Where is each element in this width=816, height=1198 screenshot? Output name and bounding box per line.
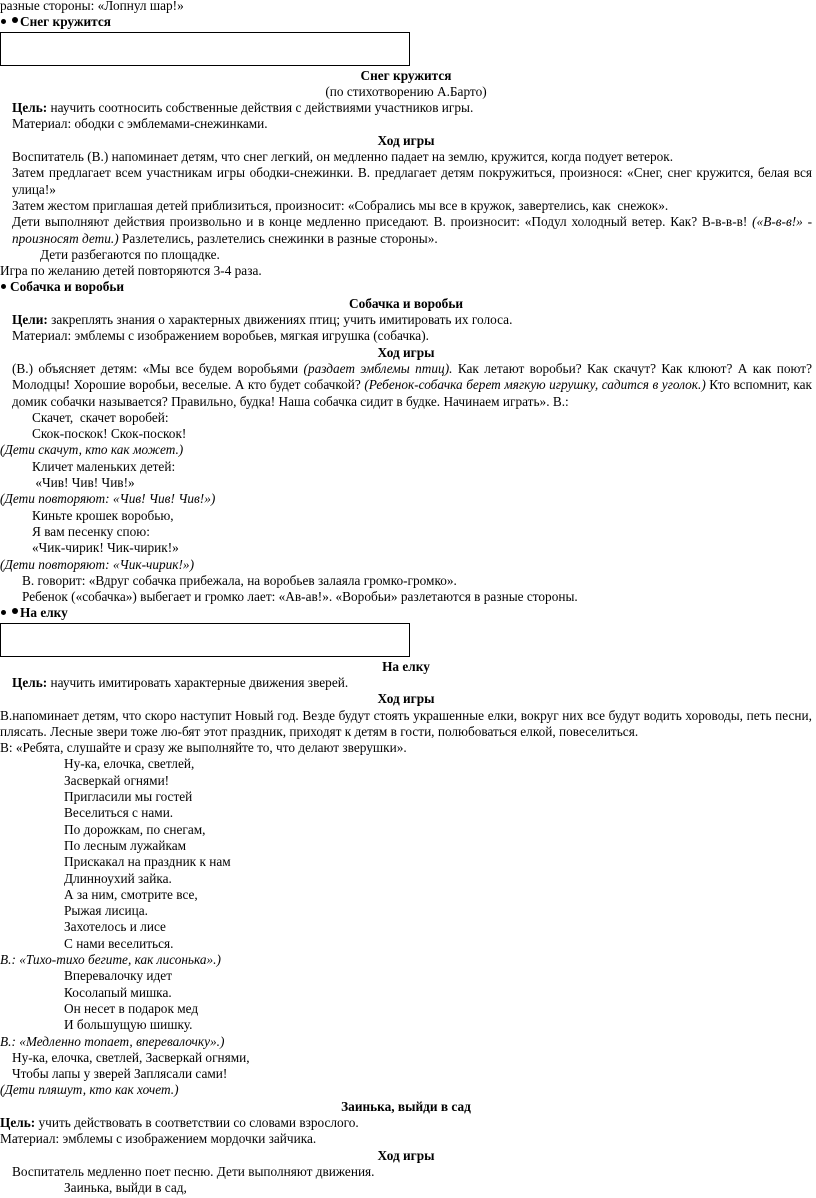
verse-line: Чтобы лапы у зверей Заплясали сами! (12, 1066, 228, 1082)
paragraph: Ребенок («собачка») выбегает и громко лает: «Ав-ав!». «Воробьи» разлетаются в разные стороны. (22, 589, 578, 605)
goal-label: Цель: (0, 1115, 36, 1130)
bullet-icon (12, 608, 18, 614)
verse-line: Веселиться с нами. (64, 805, 174, 821)
verse-line: Скачет, скачет воробей: (32, 409, 169, 425)
poem-block (0, 968, 812, 1033)
section-subtitle: (по стихотворению А.Барто) (325, 83, 487, 99)
hod-heading: Ход игры (377, 132, 435, 148)
paragraph: Игра по желанию детей повторяются 3-4 раза. (0, 263, 262, 279)
verse-line: По дорожкам, по снегам, (64, 821, 206, 837)
verse-line: Ну-ка, елочка, светлей, Засверкай огнями, (12, 1049, 250, 1065)
goal-line: Цель: учить действовать в соответствии со словами взрослого. (0, 1115, 359, 1130)
verse-line: Ну-ка, елочка, светлей, (64, 756, 195, 772)
verse-line: По лесным лужайкам (64, 837, 187, 853)
verse-line: И большущую шишку. (64, 1017, 193, 1033)
verse-line: «Чив! Чив! Чив!» (32, 475, 135, 491)
material-line: Материал: эмблемы с изображением мордочки зайчика. (0, 1131, 317, 1147)
empty-frame (0, 32, 410, 66)
verse-line: Кличет маленьких детей: (32, 458, 176, 474)
remark-line: В.: «Медленно топает, вперевалочку».) (0, 1033, 225, 1049)
paragraph: Дети разбегаются по площадке. (40, 246, 220, 262)
section-title: Снег кружится (360, 67, 452, 83)
bullet-heading-sobachka: Собачка и воробьи (0, 279, 812, 295)
paragraph: Затем жестом приглашая детей приблизиться, произносит: «Собрались мы все в кружок, завертелись, как снежок». (12, 197, 669, 213)
remark-line: В.: «Тихо-тихо бегите, как лисонька».) (0, 952, 221, 968)
remark-line: (Дети пляшут, кто как хочет.) (0, 1082, 179, 1098)
verse-line: Скок-поскок! Скок-поскок! (32, 426, 187, 442)
verse-line: Заинька, выйди в сад, (64, 1180, 187, 1196)
verse-line: А за ним, смотрите все, (64, 886, 198, 902)
section-title: Заинька, выйди в сад (341, 1098, 471, 1114)
bullet-heading-sneg: Снег кружится (0, 14, 812, 30)
poem-block (0, 756, 812, 952)
verse-line: Киньте крошек воробью, (32, 507, 174, 523)
verse-line: Я вам песенку спою: (32, 523, 150, 539)
hod-heading: Ход игры (377, 1147, 435, 1163)
verse-line: «Чик-чирик! Чик-чирик!» (32, 540, 179, 556)
paragraph: (В.) объясняет детям: «Мы все будем воробьями (раздает эмблемы птиц). Как летают воробьи? Как скачут? Как клюют? А как поют? Молодцы! Хорошие воробьи, веселые. А кто будет собачкой? (Ребенок-собачка берет мягкую игрушку, садится в уголок.) Кто вспомнит, как домик собачки называется? Правильно, будка! Наша собачка сидит в будке. Начинаем играть». В.: (12, 360, 812, 409)
goal-label: Цель: (12, 100, 48, 116)
remark-line: (Дети повторяют: «Чик-чирик!») (0, 556, 195, 572)
verse-line: Засверкай огнями! (64, 772, 170, 788)
bullet-icon (12, 17, 18, 23)
paragraph: Затем предлагает всем участникам игры ободки-снежинки. В. предлагает детям покружиться, произнося: «Снег, снег кружится, белая вся улица!» (12, 165, 812, 197)
empty-frame (0, 623, 410, 657)
paragraph: В: «Ребята, слушайте и сразу же выполняйте то, что делают зверушки». (0, 740, 407, 756)
bullet-icon (1, 19, 6, 24)
bullet-heading-na-elku: На елку (0, 605, 812, 621)
goal-line: Цель: научить имитировать характерные движения зверей. (12, 674, 349, 690)
goal-label: Цели: (12, 312, 48, 328)
goal-label: Цель: (12, 674, 48, 690)
verse-line: С нами веселиться. (64, 935, 174, 951)
goal-line: Цели: закреплять знания о характерных движениях птиц; учить имитировать их голоса. (12, 312, 513, 328)
goal-line: Цель: научить соотносить собственные действия с действиями участников игры. (12, 100, 474, 116)
continuation-line: разные стороны: «Лопнул шар!» (0, 0, 184, 13)
paragraph: Дети выполняют действия произвольно и в конце медленно приседают. В. произносит: «Подул холодный ветер. Как? В-в-в-в! («В-в-в!» - произносят дети.) Разлетелись, разлетелись снежинки в разные стороны». (12, 214, 812, 246)
verse-line: Рыжая лисица. (64, 903, 148, 919)
bullet-icon (1, 610, 6, 615)
hod-heading: Ход игры (377, 344, 435, 360)
paragraph: Воспитатель медленно поет песню. Дети выполняют движения. (12, 1163, 375, 1179)
material-line: Материал: эмблемы с изображением воробьев, мягкая игрушка (собачка). (12, 328, 429, 344)
section-title: Собачка и воробьи (348, 295, 464, 311)
verse-line: Он несет в подарок мед (64, 1000, 199, 1016)
bullet-icon (1, 284, 6, 289)
verse-line: Косолапый мишка. (64, 984, 172, 1000)
hod-heading: Ход игры (377, 691, 435, 707)
remark-line: (Дети скачут, кто как может.) (0, 442, 184, 458)
verse-line: Прискакал на праздник к нам (64, 854, 231, 870)
remark-line: (Дети повторяют: «Чив! Чив! Чив!») (0, 491, 216, 507)
material-line: Материал: ободки с эмблемами-снежинками. (12, 116, 268, 132)
verse-line: Пригласили мы гостей (64, 789, 193, 805)
section-title: На елку (382, 658, 430, 674)
paragraph: Воспитатель (В.) напоминает детям, что снег легкий, он медленно падает на землю, кружится, когда подует ветерок. (12, 149, 674, 165)
paragraph: В. говорит: «Вдруг собачка прибежала, на воробьев залаяла громко-громко». (22, 572, 457, 588)
verse-line: Захотелось и лисе (64, 919, 166, 935)
verse-line: Вперевалочку идет (64, 968, 173, 984)
verse-line: Длинноухий зайка. (64, 870, 172, 886)
paragraph: В.напоминает детям, что скоро наступит Новый год. Везде будут стоять украшенные елки, вокруг них все будут водить хороводы, петь песни, плясать. Лесные звери тоже лю-бят этот праздник, приходят к детям в гости, полюбоваться елкой, повеселиться. (0, 707, 812, 739)
